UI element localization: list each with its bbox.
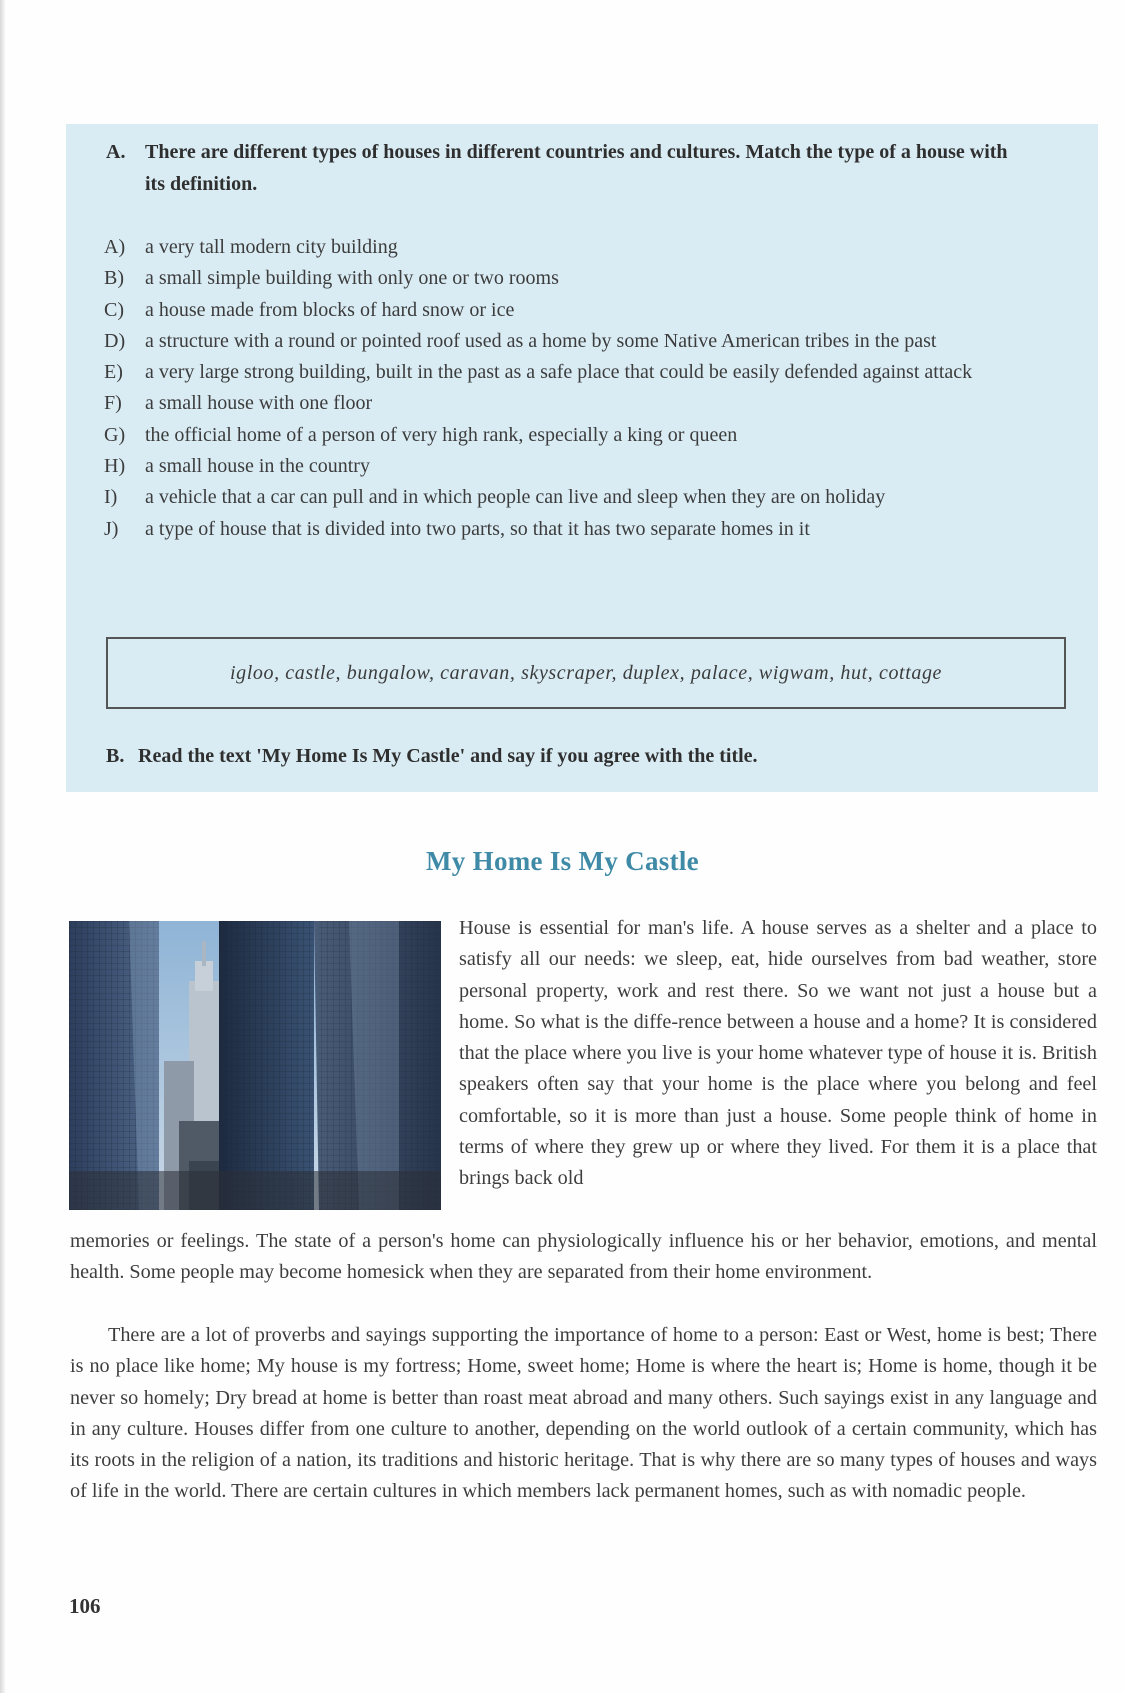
- article-paragraph-2: There are a lot of proverbs and sayings supporting the importance of home to a person: East or West, home is best; There is no place like home; My house is my fortress; Home, sweet home; Home is where the heart is; Home is home, though it be never so homely; Dry bread at home is better than roast meat abroad and many others. Such sayings exist in any language and in any culture. Houses differ from one culture to another, depending on the world outlook of a certain community, which has its roots in the religion of a nation, its traditions and historic heritage. That is why there are so many types of houses and ways of life in the world. There are certain cultures in which members lack permanent homes, such as with nomadic people.: [70, 1324, 1097, 1503]
- definition-item: [104, 295, 1094, 326]
- article-title: My Home Is My Castle: [426, 846, 699, 876]
- definition-text: a small house in the country: [145, 455, 370, 478]
- definition-letter: A): [104, 236, 126, 258]
- definition-item: [104, 420, 1094, 451]
- definition-item: [104, 232, 1094, 263]
- page-number: 106: [69, 1594, 101, 1618]
- skyscrapers-image: [69, 921, 441, 1210]
- word-box: igloo, castle, bungalow, caravan, skyscraper, duplex, palace, wigwam, hut, cottage: [106, 637, 1066, 709]
- definition-list: [104, 232, 1094, 545]
- definition-text: a structure with a round or pointed roof used as a home by some Native American tribes in the past: [145, 329, 937, 352]
- definition-text: a small simple building with only one or two rooms: [145, 267, 559, 290]
- task-b-letter: B.: [106, 745, 125, 767]
- definition-letter: F): [104, 392, 122, 415]
- definition-letter: C): [104, 298, 124, 321]
- definition-letter: D): [104, 329, 126, 352]
- task-a-instruction: There are different types of houses in different countries and cultures. Match the type of a house with its definition.: [145, 141, 1008, 195]
- article-paragraph-1: House is essential for man's life. A house serves as a shelter and a place to satisfy all our needs: we sleep, eat, hide ourselves from bad weather, store personal property, work and rest there. So we want not just a house but a home. So what is the diffe-rence between a house and a home? It is considered that the place where you live is your home whatever type of house it is. British speakers often say that your home is the place where you belong and feel comfortable, so it is more than just a house. Some people think of home in terms of where they grew up or where they lived. For them it is a place that brings back old: [459, 917, 1097, 1190]
- definition-text: a very tall modern city building: [145, 236, 398, 258]
- definition-text: the official home of a person of very high rank, especially a king or queen: [145, 423, 738, 446]
- skyscrapers-photo: [69, 921, 441, 1210]
- definition-letter: H): [104, 455, 126, 478]
- definition-item: [104, 263, 1094, 294]
- definition-item: [104, 357, 1094, 388]
- definition-letter: I): [104, 486, 118, 509]
- definition-text: a vehicle that a car can pull and in which people can live and sleep when they are on holiday: [145, 486, 886, 509]
- definition-letter: B): [104, 267, 124, 290]
- article-paragraph-1-continued: memories or feelings. The state of a person's home can physiologically influence his or her behavior, emotions, and mental health. Some people may become homesick when they are separated from their home environment.: [70, 1230, 1097, 1284]
- definition-letter: E): [104, 361, 123, 384]
- task-a-letter: A.: [106, 141, 126, 163]
- definition-text: a small house with one floor: [145, 392, 373, 415]
- definition-text: a house made from blocks of hard snow or ice: [145, 298, 515, 321]
- definition-item: [104, 388, 1094, 419]
- definition-item: [104, 326, 1094, 357]
- definition-item: [104, 451, 1094, 482]
- definition-item: [104, 514, 1094, 545]
- definition-text: a very large strong building, built in the past as a safe place that could be easily defended against attack: [145, 361, 973, 384]
- definition-text: a type of house that is divided into two parts, so that it has two separate homes in it: [145, 517, 810, 540]
- task-b-instruction: Read the text 'My Home Is My Castle' and say if you agree with the title.: [138, 745, 758, 767]
- definition-item: [104, 482, 1094, 513]
- definition-letter: J): [104, 517, 119, 540]
- definition-letter: G): [104, 423, 126, 446]
